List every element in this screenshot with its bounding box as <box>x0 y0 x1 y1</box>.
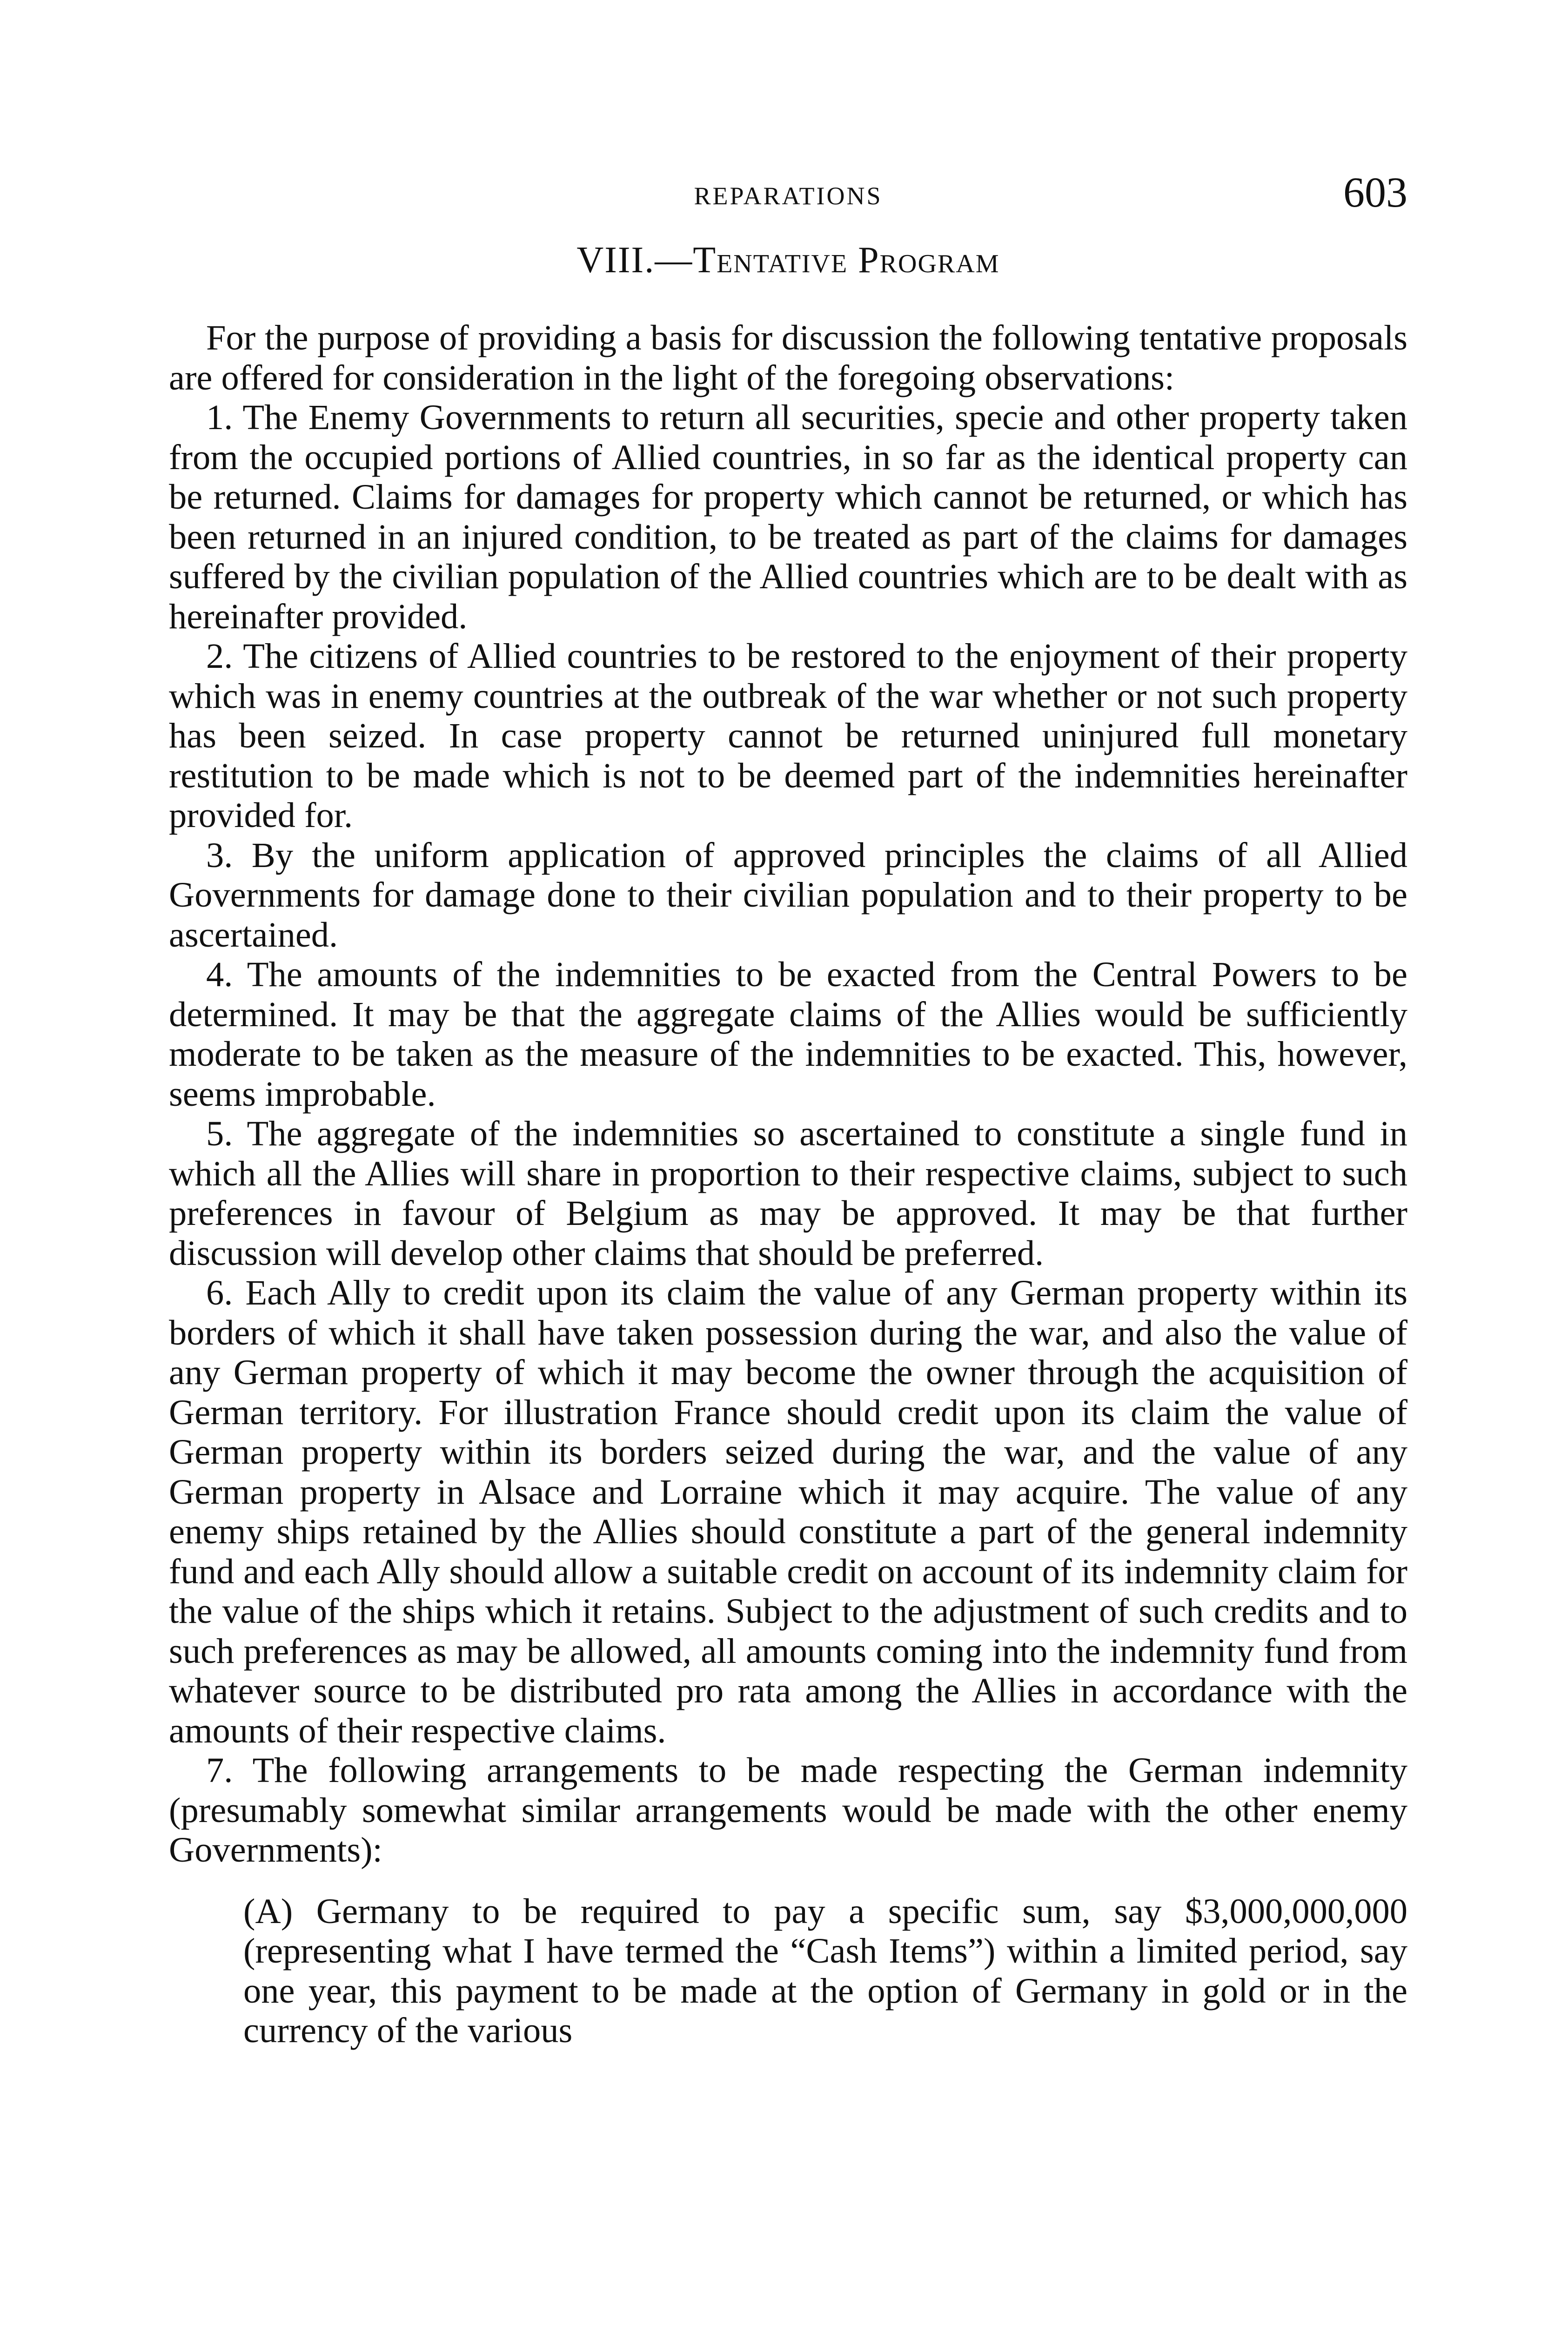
page-number: 603 <box>1343 168 1407 216</box>
subitem-a: (A) Germany to be required to pay a specific sum, say $3,000,000,000 (representing what I have termed the “Cash Items”) within a limited period, say one year, this payment to be made at the option of Germany in gold or in the currency of the various <box>243 1891 1407 2050</box>
document-page <box>169 168 1407 2051</box>
section-title: Tentative Program <box>693 240 1000 281</box>
section-numeral: VIII.— <box>576 240 693 281</box>
paragraph-item-4: 4. The amounts of the indemnities to be exacted from the Central Powers to be determined. It may be that the aggregate claims of the Allies would be sufficiently moderate to be taken as the measure of the indemnities to be exacted. This, however, seems improbable. <box>169 955 1407 1114</box>
paragraph-item-2: 2. The citizens of Allied countries to be restored to the enjoyment of their property which was in enemy countries at the outbreak of the war whether or not such property has been seized. In case property cannot be returned uninjured full monetary restitution to be made which is not to be deemed part of the indemnities hereinafter provided for. <box>169 636 1407 835</box>
paragraph-item-3: 3. By the uniform application of approved principles the claims of all Allied Governments for damage done to their civilian population and to their property to be ascertained. <box>169 835 1407 955</box>
paragraph-item-1: 1. The Enemy Governments to return all securities, specie and other property taken from the occupied portions of Allied countries, in so far as the identical property can be returned. Claims for damages for property which cannot be returned, or which has been returned in an injured condition, to be treated as part of the claims for damages suffered by the civilian population of the Allied countries which are to be dealt with as hereinafter provided. <box>169 397 1407 636</box>
paragraph-item-7: 7. The following arrangements to be made respecting the German indemnity (presumably somewhat similar arrangements would be made with the other enemy Governments): <box>169 1750 1407 1870</box>
body-text <box>169 318 1407 2051</box>
paragraph-intro: For the purpose of providing a basis for discussion the following tentative proposals are offered for consideration in the light of the foregoing observations: <box>169 318 1407 397</box>
running-title: REPARATIONS <box>694 182 883 210</box>
paragraph-item-5: 5. The aggregate of the indemnities so ascertained to constitute a single fund in which all the Allies will share in proportion to their respective claims, subject to such preferences in favour of Belgium as may be approved. It may be that further discussion will develop other claims that should be preferred. <box>169 1114 1407 1273</box>
paragraph-item-6: 6. Each Ally to credit upon its claim the value of any German property within its borders of which it shall have taken possession during the war, and also the value of any German property of which it may become the owner through the acquisition of German territory. For illustration France should credit upon its claim the value of German property within its borders seized during the war, and the value of any German property in Alsace and Lorraine which it may acquire. The value of any enemy ships retained by the Allies should constitute a part of the general indemnity fund and each Ally should allow a suitable credit on account of its indemnity claim for the value of the ships which it retains. Subject to the adjustment of such credits and to such preferences as may be allowed, all amounts coming into the indemnity fund from whatever source to be distributed pro rata among the Allies in accordance with the amounts of their respective claims. <box>169 1273 1407 1750</box>
running-header <box>169 168 1407 219</box>
section-heading <box>169 239 1407 282</box>
